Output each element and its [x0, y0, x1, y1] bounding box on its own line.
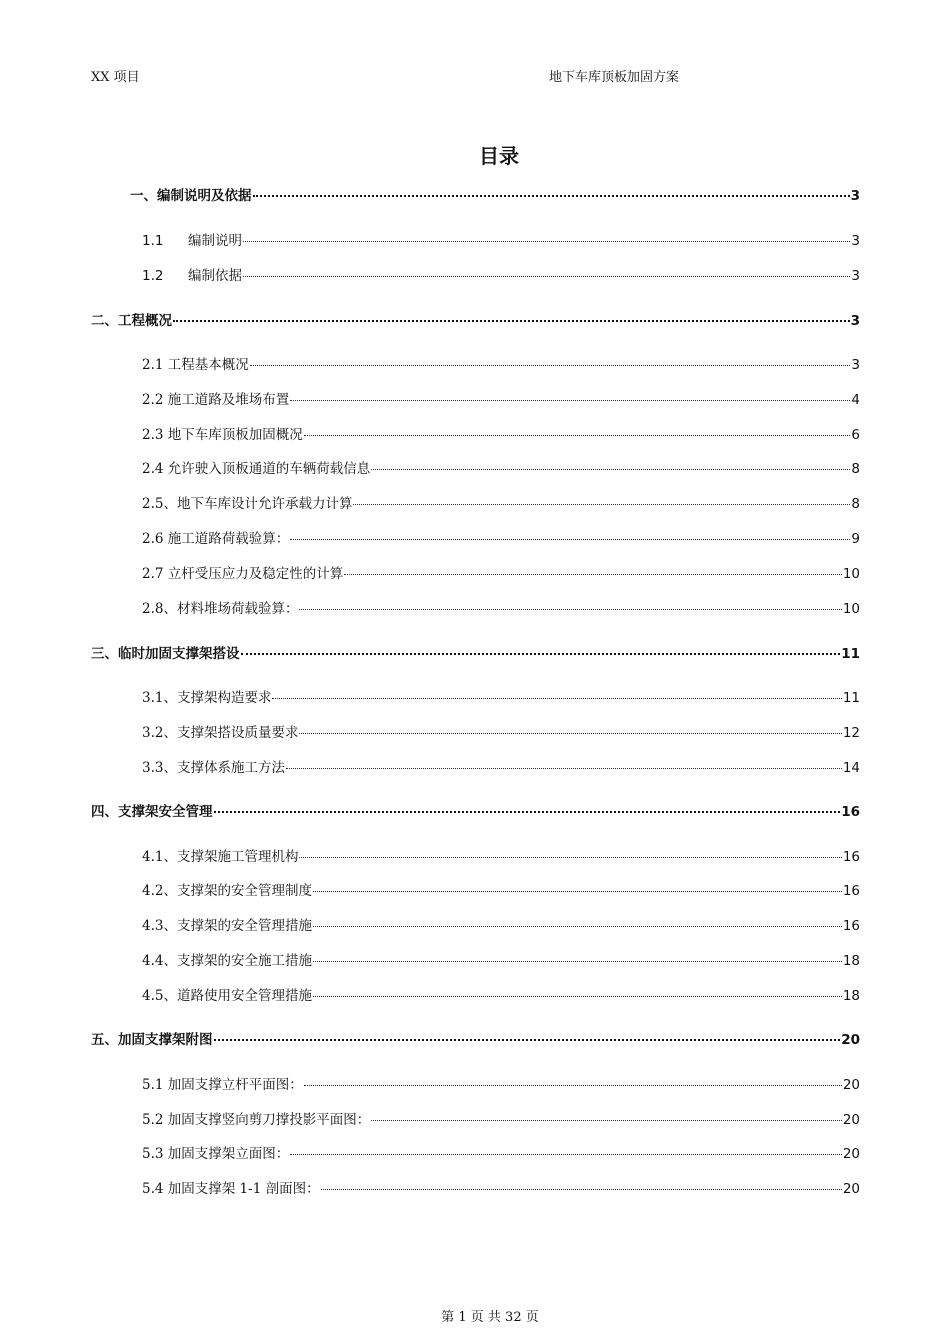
toc-page-number: 3 [850, 313, 860, 329]
toc-entry-label: 4.1、支撑架施工管理机构 [142, 849, 299, 865]
toc-section-entry[interactable] [142, 914, 860, 934]
toc-entry-label: 4.2、支撑架的安全管理制度 [142, 883, 312, 899]
toc-entry-label: 2.6 施工道路荷载验算： [142, 531, 290, 547]
toc-entry-label: 5.3 加固支撑架立面图： [142, 1146, 290, 1162]
toc-dot-leader [299, 857, 841, 858]
toc-entry-label: 二、工程概况 [91, 313, 172, 329]
toc-section-entry[interactable] [142, 879, 860, 899]
toc-dot-leader [241, 653, 841, 655]
toc-page-number: 11 [842, 690, 860, 706]
toc-entry-label: 2.3 地下车库顶板加固概况 [142, 427, 303, 443]
toc-section-entry[interactable] [142, 423, 860, 443]
toc-entry-text: 编制说明 [188, 233, 242, 249]
toc-section-entry[interactable] [142, 949, 860, 969]
toc-dot-leader [344, 574, 842, 575]
toc-section-entry[interactable] [142, 1108, 860, 1128]
toc-page-number: 14 [842, 760, 860, 776]
toc-entry-label: 2.8、材料堆场荷载验算： [142, 601, 299, 617]
toc-entry-label: 五、加固支撑架附图 [91, 1032, 213, 1048]
toc-chapter-entry[interactable] [91, 800, 860, 820]
toc-section-entry[interactable] [142, 1073, 860, 1093]
toc-page-number: 8 [851, 461, 860, 477]
toc-page-number: 8 [851, 496, 860, 512]
toc-page-number: 20 [842, 1181, 860, 1197]
toc-section-entry[interactable] [142, 845, 860, 865]
toc-entry-label: 3.3、支撑体系施工方法 [142, 760, 285, 776]
toc-dot-leader [290, 1154, 842, 1155]
toc-section-entry[interactable] [142, 527, 860, 547]
toc-section-entry[interactable] [142, 984, 860, 1004]
header-project: XX 项目 [91, 70, 140, 85]
toc-dot-leader [299, 733, 841, 734]
toc-section-entry[interactable] [142, 721, 860, 741]
toc-dot-leader [286, 768, 842, 769]
toc-page-number: 20 [842, 1146, 860, 1162]
toc-entry-label: 2.5、地下车库设计允许承载力计算 [142, 496, 353, 512]
toc-section-entry[interactable] [142, 562, 860, 582]
toc-dot-leader [290, 400, 850, 401]
toc-dot-leader [272, 698, 841, 699]
toc-page-number: 4 [851, 392, 860, 408]
toc-dot-leader [371, 1120, 842, 1121]
toc-chapter-entry[interactable] [91, 642, 860, 662]
toc-dot-leader [313, 961, 842, 962]
toc-entry-label: 2.4 允许驶入顶板通道的车辆荷载信息 [142, 461, 371, 477]
toc-dot-leader [304, 435, 851, 436]
toc-entry-label: 5.4 加固支撑架 1-1 剖面图： [142, 1181, 320, 1197]
toc-dot-leader [243, 276, 850, 277]
toc-entry-label [142, 264, 242, 284]
toc-entry-label: 2.1 工程基本概况 [142, 357, 249, 373]
toc-dot-leader [253, 195, 850, 197]
toc-page-number: 10 [842, 566, 860, 582]
toc-page-number: 9 [851, 531, 860, 547]
toc-dot-leader [313, 996, 842, 997]
toc-entry-label: 2.7 立杆受压应力及稳定性的计算 [142, 566, 344, 582]
toc-section-entry[interactable] [142, 492, 860, 512]
toc-chapter-entry[interactable] [130, 184, 860, 204]
toc-entry-label: 4.5、道路使用安全管理措施 [142, 988, 312, 1004]
toc-page-number: 11 [841, 646, 860, 662]
toc-entry-label: 3.2、支撑架搭设质量要求 [142, 725, 299, 741]
toc-entry-label: 三、临时加固支撑架搭设 [91, 646, 240, 662]
toc-page-number: 20 [841, 1032, 860, 1048]
toc-entry-label: 5.1 加固支撑立杆平面图： [142, 1077, 303, 1093]
toc-dot-leader [250, 365, 851, 366]
toc-section-entry[interactable] [142, 686, 860, 706]
toc-section-entry[interactable] [142, 353, 860, 373]
toc-section-entry[interactable] [142, 264, 860, 284]
page-title: 目录 [479, 144, 519, 168]
toc-chapter-entry[interactable] [91, 309, 860, 329]
toc-page-number: 16 [842, 849, 860, 865]
toc-section-entry[interactable] [142, 388, 860, 408]
toc-section-entry[interactable] [142, 1177, 860, 1197]
toc-page-number: 20 [842, 1112, 860, 1128]
toc-entry-label: 4.3、支撑架的安全管理措施 [142, 918, 312, 934]
toc-section-entry[interactable] [142, 1142, 860, 1162]
toc-dot-leader [214, 1039, 841, 1041]
toc-dot-leader [304, 1085, 842, 1086]
toc-section-entry[interactable] [142, 229, 860, 249]
page-footer: 第 1 页 共 32 页 [441, 1310, 539, 1325]
toc-entry-label: 四、支撑架安全管理 [91, 804, 213, 820]
toc-dot-leader [299, 609, 841, 610]
toc-page-number: 18 [842, 988, 860, 1004]
toc-page-number: 20 [842, 1077, 860, 1093]
toc-page-number: 3 [851, 233, 860, 249]
toc-page-number: 16 [842, 883, 860, 899]
toc-dot-leader [371, 469, 850, 470]
toc-section-entry[interactable] [142, 756, 860, 776]
toc-dot-leader [214, 811, 841, 813]
toc-entry-label: 5.2 加固支撑竖向剪刀撑投影平面图： [142, 1112, 371, 1128]
toc-entry-label: 2.2 施工道路及堆场布置 [142, 392, 290, 408]
toc-dot-leader [321, 1189, 842, 1190]
toc-section-entry[interactable] [142, 597, 860, 617]
toc-page-number: 16 [841, 804, 860, 820]
toc-page-number: 10 [842, 601, 860, 617]
toc-page-number: 18 [842, 953, 860, 969]
toc-entry-number: 1.1 [142, 233, 164, 249]
toc-page-number: 16 [842, 918, 860, 934]
toc-entry-label [142, 229, 242, 249]
toc-page-number: 3 [850, 188, 860, 204]
toc-dot-leader [290, 539, 850, 540]
toc-dot-leader [353, 504, 850, 505]
toc-entry-text: 编制依据 [188, 268, 242, 284]
header-document-title: 地下车库顶板加固方案 [549, 70, 680, 85]
toc-page-number: 12 [842, 725, 860, 741]
toc-chapter-entry[interactable] [91, 1028, 860, 1048]
toc-dot-leader [313, 891, 842, 892]
toc-entry-number: 1.2 [142, 268, 164, 284]
toc-dot-leader [313, 926, 842, 927]
toc-dot-leader [243, 241, 850, 242]
toc-page-number: 6 [851, 427, 860, 443]
toc-entry-label: 4.4、支撑架的安全施工措施 [142, 953, 312, 969]
toc-entry-label: 3.1、支撑架构造要求 [142, 690, 272, 706]
toc-entry-label: 一、编制说明及依据 [130, 188, 252, 204]
toc-page-number: 3 [851, 357, 860, 373]
toc-dot-leader [173, 320, 850, 322]
toc-page-number: 3 [851, 268, 860, 284]
toc-section-entry[interactable] [142, 457, 860, 477]
